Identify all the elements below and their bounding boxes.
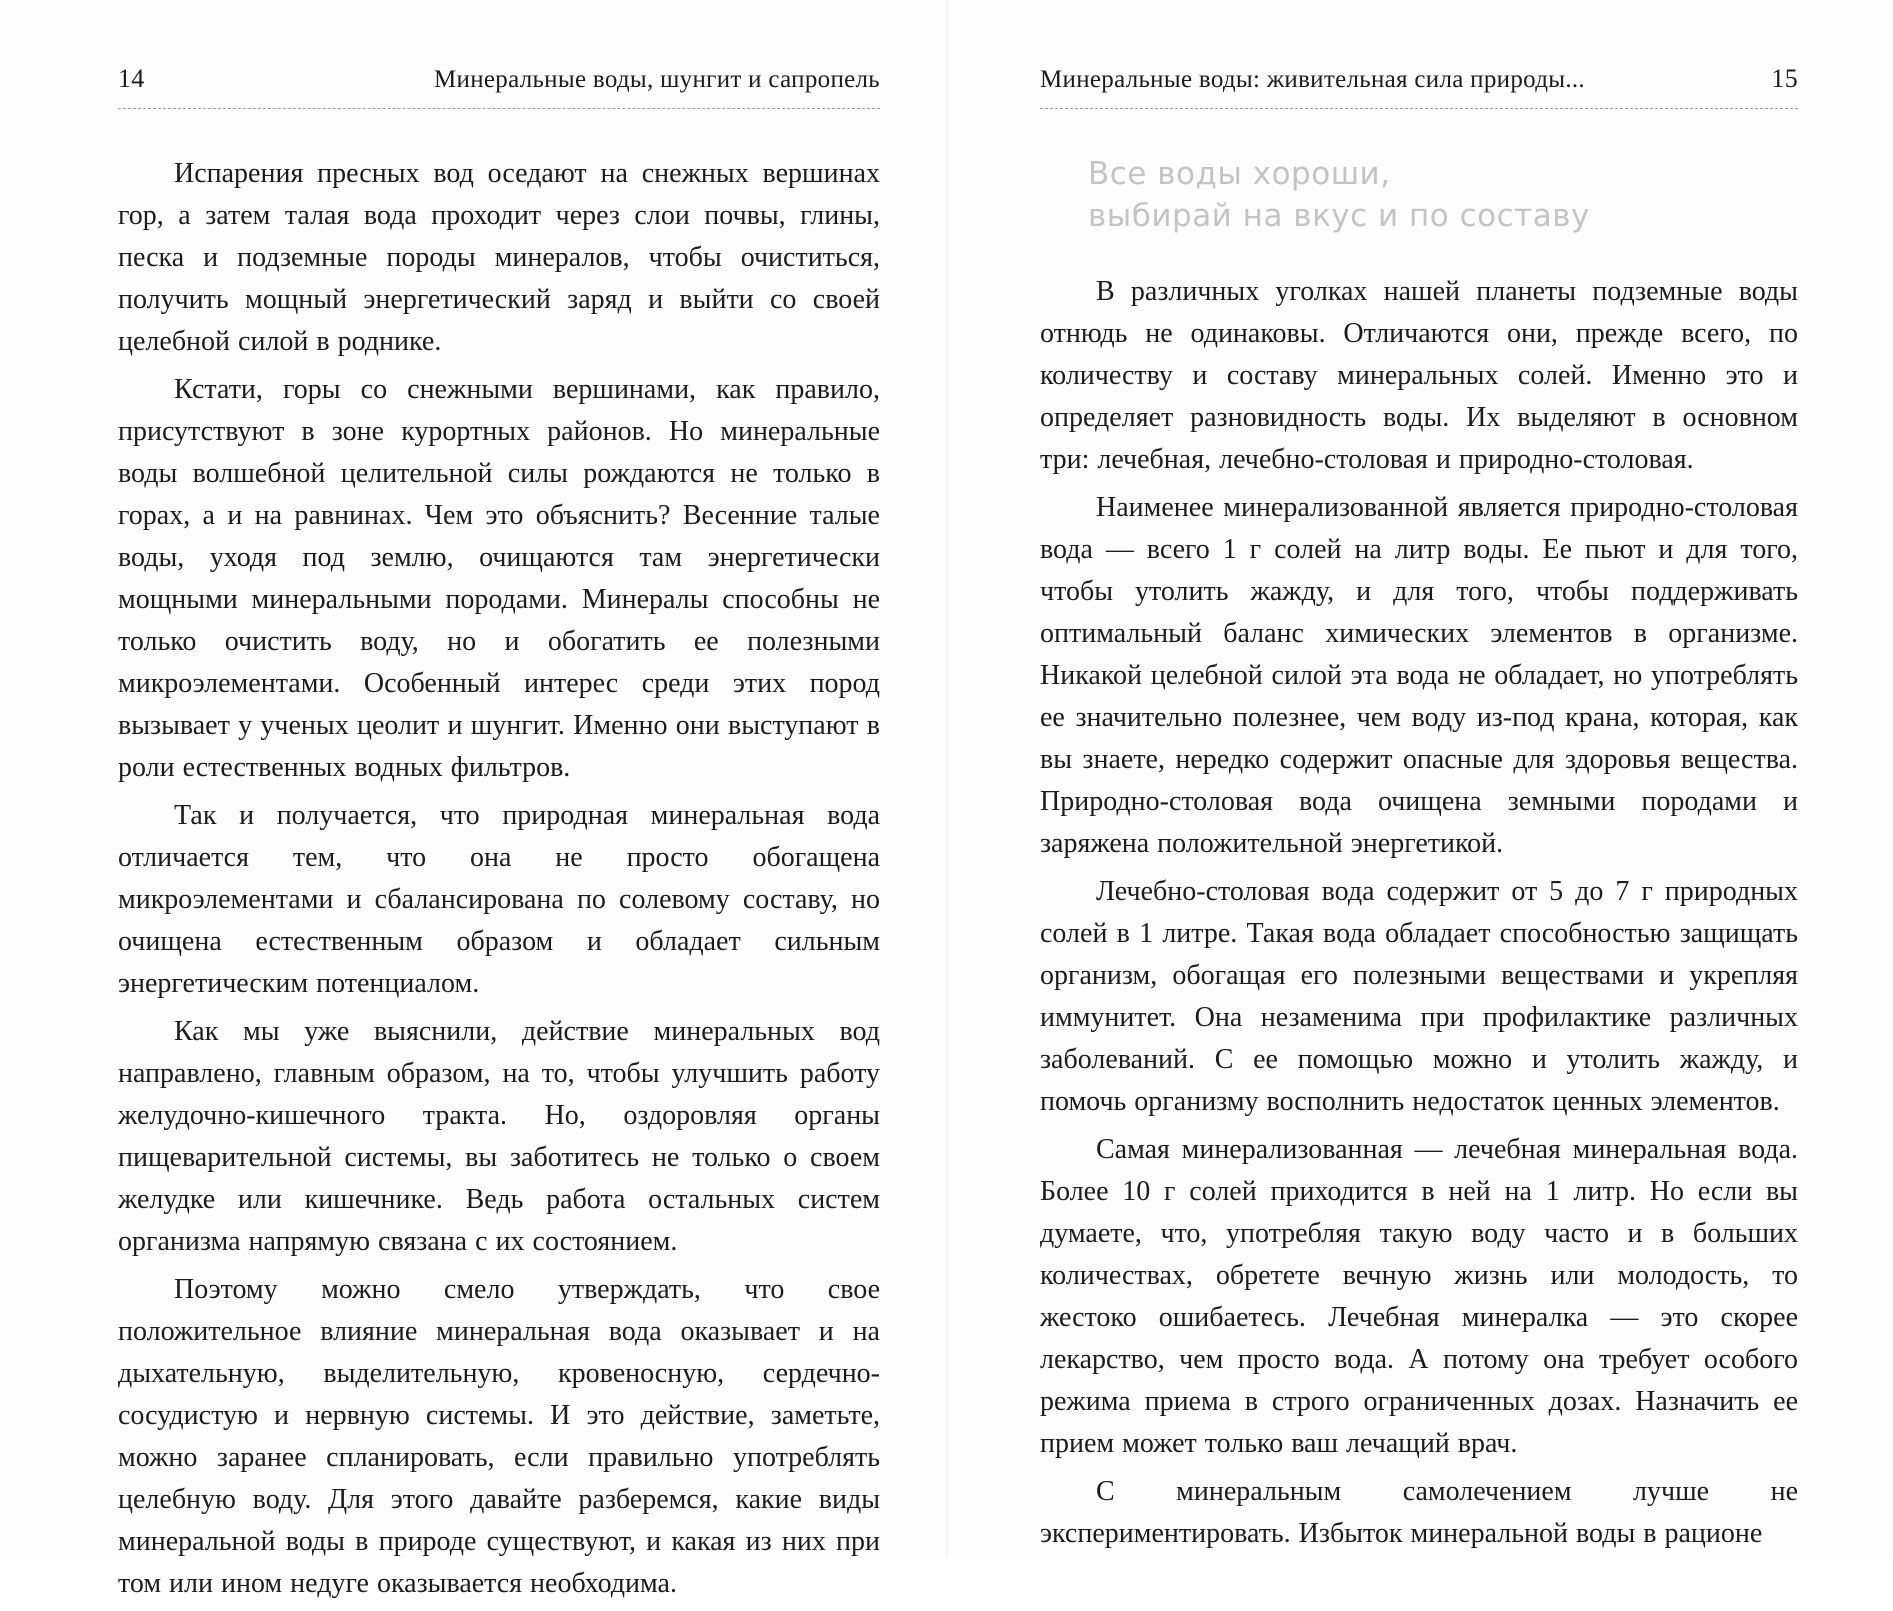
left-page [118,64,880,1611]
right-paragraph-4: Самая минерализованная — лечебная минеральная вода. Более 10 г солей приходится в ней на 1 литр. Но если вы думаете, что, употребляя такую воду часто и в больших количествах, обретете вечную жизнь или молодость, то жестоко ошибаетесь. Лечебная минералка — это скорее лекарство, чем просто вода. А потому она требует особого режима приема в строго ограниченных дозах. Назначить ее прием может только ваш лечащий врач. [1040,1134,1798,1459]
left-paragraph-3: Так и получается, что природная минеральная вода отличается тем, что она не просто обогащена микроэлементами и сбалансирована по солевому составу, но очищена естественным образом и обладает сильным энергетическим потенциалом. [118,800,880,999]
section-title [1088,153,1798,237]
right-body-text [1040,271,1798,1555]
section-title-line-1: Все воды хороши, [1088,156,1391,192]
left-paragraph-2: Кстати, горы со снежными вершинами, как правило, присутствуют в зоне курортных районов. Но минеральные воды волшебной целительной силы рождаются не только в горах, а и на равнинах. Чем это объяснить? Весенние талые воды, уходя под землю, очищаются там энергетически мощными минеральными породами. Минералы способны не только очистить воду, но и обогатить ее полезными микроэлементами. Особенный интерес среди этих пород вызывает у ученых цеолит и шунгит. Именно они выступают в роли естественных водных фильтров. [118,374,880,783]
left-paragraph-5: Поэтому можно смело утверждать, что свое положительное влияние минеральная вода оказывает и на дыхательную, выделительную, кровеносную, сердечно-сосудистую и нервную системы. И это действие, заметьте, можно заранее спланировать, если правильно употреблять целебную воду. Для этого давайте разберемся, какие виды минеральной воды в природе существуют, и какая из них при том или ином недуге оказывается необходима. [118,1274,880,1599]
left-paragraph-1: Испарения пресных вод оседают на снежных вершинах гор, а затем талая вода проходит через слои почвы, глины, песка и подземные породы минералов, чтобы очиститься, получить мощный энергетический заряд и выйти со своей целебной силой в роднике. [118,158,880,357]
right-paragraph-5: С минеральным самолечением лучше не экспериментировать. Избыток минеральной воды в рационе [1040,1476,1798,1549]
left-running-head [118,64,880,109]
left-body-text [118,153,880,1605]
book-gutter [946,0,948,1557]
right-page-number: 15 [1771,64,1798,93]
right-running-head [1040,64,1798,109]
right-paragraph-2: Наименее минерализованной является природно-столовая вода — всего 1 г солей на литр воды. Ее пьют и для того, чтобы утолить жажду, и для того, чтобы поддерживать оптимальный баланс химических элементов в организме. Никакой целебной силой эта вода не обладает, но употреблять ее значительно полезнее, чем воду из-под крана, которая, как вы знаете, нередко содержит опасные для здоровья вещества. Природно-столовая вода очищена земными породами и заряжена положительной энергетикой. [1040,492,1798,859]
left-running-title: Минеральные воды, шунгит и сапропель [434,66,880,93]
right-page [1040,64,1798,1561]
left-paragraph-4: Как мы уже выяснили, действие минеральных вод направлено, главным образом, на то, чтобы улучшить работу желудочно-кишечного тракта. Но, оздоровляя органы пищеварительной системы, вы заботитесь не только о своем желудке или кишечнике. Ведь работа остальных систем организма напрямую связана с их состоянием. [118,1016,880,1257]
right-running-title: Минеральные воды: живительная сила природы... [1040,66,1585,93]
right-paragraph-3: Лечебно-столовая вода содержит от 5 до 7 г природных солей в 1 литре. Такая вода обладает способностью защищать организм, обогащая его полезными веществами и укрепляя иммунитет. Она незаменима при профилактике различных заболеваний. С ее помощью можно и утолить жажду, и помочь организму восполнить недостаток ценных элементов. [1040,876,1798,1117]
section-title-line-2: выбирай на вкус и по составу [1088,198,1590,234]
left-page-number: 14 [118,64,145,93]
right-paragraph-1: В различных уголках нашей планеты подземные воды отнюдь не одинаковы. Отличаются они, прежде всего, по количеству и составу минеральных солей. Именно это и определяет разновидность воды. Их выделяют в основном три: лечебная, лечебно-столовая и природно-столовая. [1040,276,1798,475]
